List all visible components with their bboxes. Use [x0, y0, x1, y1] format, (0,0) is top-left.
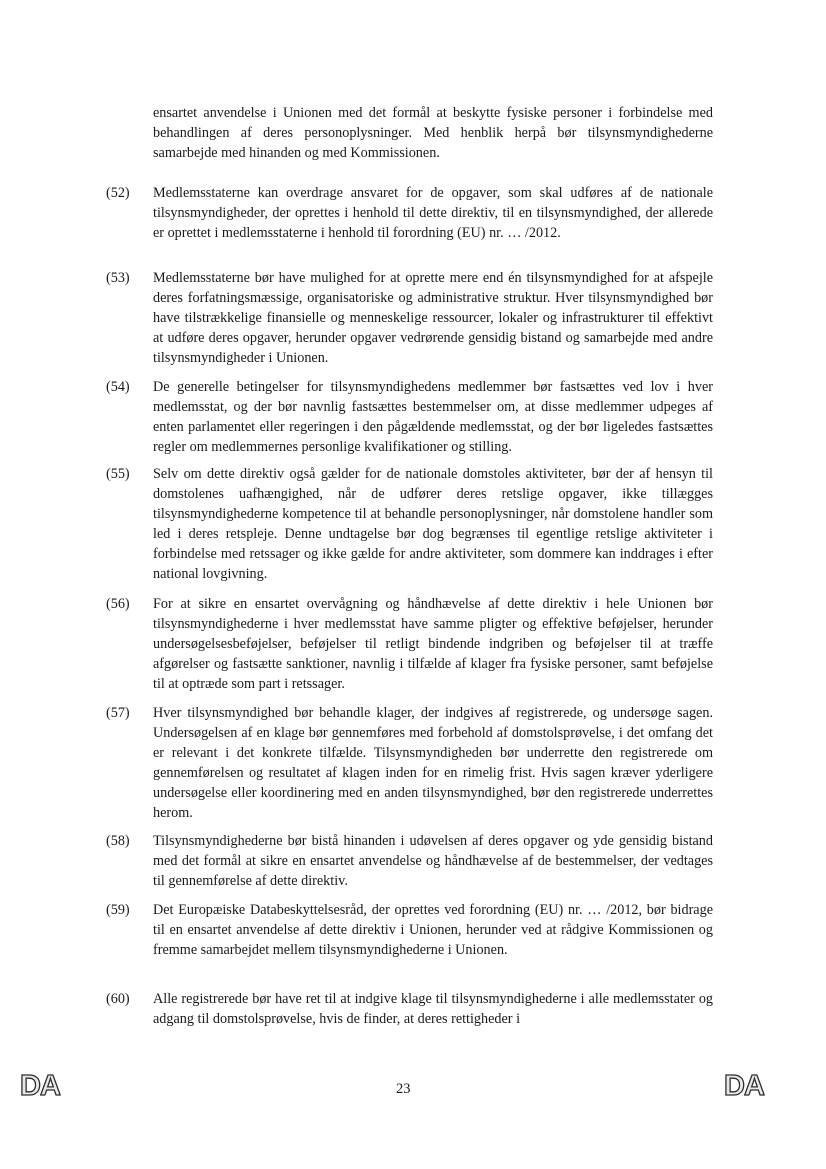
recital-text: For at sikre en ensartet overvågning og håndhævelse af dette direktiv i hele Unionen bør tilsynsmyndighederne i hver medlemsstat have samme pligter og effektive beføjelser, herunder undersøgelsesbeføjelser, beføjelser til retligt bindende indgriben og beføjelser til at træffe afgørelser og fastsætte sanktioner, navnlig i tilfælde af klager fra fysiske personer, samt beføjelse til at optræde som part i retssager.	[153, 596, 713, 692]
recital-text: Det Europæiske Databeskyttelsesråd, der oprettes ved forordning (EU) nr. … /2012, bør bidrage til en ensartet anvendelse af dette direktiv i Unionen, herunder ved at rådgive Kommissionen og fremme samarbejdet mellem tilsynsmyndighederne i Unionen.	[153, 902, 713, 958]
recital-number: (60)	[106, 991, 130, 1007]
intro-continuation-text: ensartet anvendelse i Unionen med det formål at beskytte fysiske personer i forbindelse med behandlingen af deres personoplysninger. Med henblik herpå bør tilsynsmyndighederne samarbejde med hinanden og med Kommissionen.	[153, 105, 713, 161]
recital-text: Medlemsstaterne kan overdrage ansvaret for de opgaver, som skal udføres af de nationale tilsynsmyndigheder, der oprettes i henhold til dette direktiv, til en tilsynsmyndighed, der allerede er oprettet i medlemsstaterne i henhold til forordning (EU) nr. … /2012.	[153, 185, 713, 241]
recital-number: (55)	[106, 466, 130, 482]
recital-text: Medlemsstaterne bør have mulighed for at oprette mere end én tilsynsmyndighed for at afspejle deres forfatningsmæssige, organisatoriske og administrative struktur. Hver tilsynsmyndighed bør have tilstrækkelige finansielle og menneskelige ressourcer, lokaler og infrastrukturer til effektivt at udføre deres opgaver, herunder opgaver vedrørende gensidig bistand og samarbejde med andre tilsynsmyndigheder i Unionen.	[153, 270, 713, 366]
recital-number: (52)	[106, 185, 130, 201]
language-code-left: DA	[20, 1070, 60, 1102]
page-number: 23	[396, 1081, 411, 1097]
recital-number: (57)	[106, 705, 130, 721]
recital-text: Hver tilsynsmyndighed bør behandle klager, der indgives af registrerede, og undersøge sagen. Undersøgelsen af en klage bør gennemføres med forbehold af domstolsprøvelse, i det omfang det er relevant i det konkrete tilfælde. Tilsynsmyndigheden bør underrette den registrerede om gennemførelsen og resultatet af klagen inden for en rimelig frist. Hvis sagen kræver yderligere undersøgelse eller koordinering med en anden tilsynsmyndighed, bør den registrerede underrettes herom.	[153, 705, 713, 821]
recital-text: Tilsynsmyndighederne bør bistå hinanden i udøvelsen af deres opgaver og yde gensidig bistand med det formål at sikre en ensartet anvendelse og håndhævelse af de bestemmelser, der vedtages til gennemførelse af dette direktiv.	[153, 833, 713, 889]
recital-number: (59)	[106, 902, 130, 918]
recital-number: (58)	[106, 833, 130, 849]
recital-number: (56)	[106, 596, 130, 612]
recital-number: (54)	[106, 379, 130, 395]
recital-text: Alle registrerede bør have ret til at indgive klage til tilsynsmyndighederne i alle medlemsstater og adgang til domstolsprøvelse, hvis de finder, at deres rettigheder i	[153, 991, 713, 1027]
recital-number: (53)	[106, 270, 130, 286]
recital-text: Selv om dette direktiv også gælder for de nationale domstoles aktiviteter, bør der af hensyn til domstolenes uafhængighed, når de udfører deres retslige opgaver, ikke tillægges tilsynsmyndighederne kompetence til at behandle personoplysninger, når domstolene handler som led i deres retspleje. Denne undtagelse bør dog begrænses til egentlige retslige aktiviteter i forbindelse med retssager og ikke gælde for andre aktiviteter, som dommere kan inddrages i efter national lovgivning.	[153, 466, 713, 582]
recital-text: De generelle betingelser for tilsynsmyndighedens medlemmer bør fastsættes ved lov i hver medlemsstat, og der bør navnlig fastsættes bestemmelser om, at disse medlemmer udpeges af enten parlamentet eller regeringen i den pågældende medlemsstat, og der bør ligeledes fastsættes regler om medlemmernes personlige kvalifikationer og stilling.	[153, 379, 713, 455]
language-code-right: DA	[724, 1070, 764, 1102]
